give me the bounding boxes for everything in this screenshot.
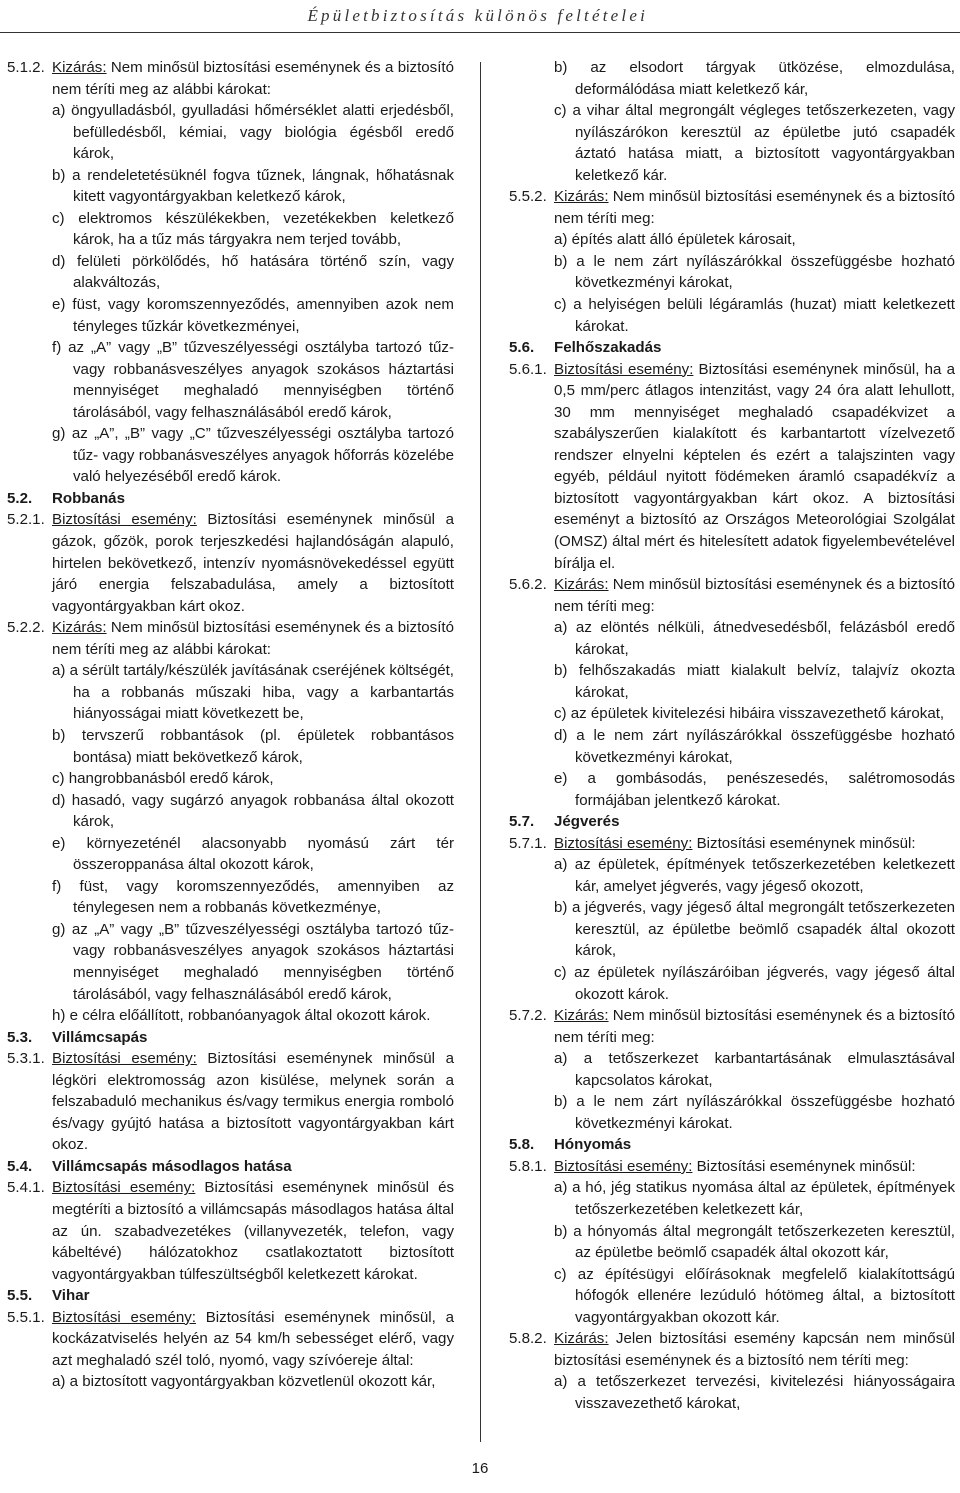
section-paragraph: [509, 186, 955, 229]
clause-text: Nem minősül biztosítási eseménynek és a biztosító nem téríti meg az alábbi károkat:: [52, 59, 454, 98]
section-paragraph: [7, 617, 454, 660]
list-item: c) az épületek kivitelezési hibáira visszavezethető károkat,: [554, 705, 945, 723]
section-paragraph: [7, 1048, 454, 1156]
section-title: Vihar: [52, 1287, 90, 1305]
section-number: 5.7.2.: [509, 1007, 547, 1025]
section-number: 5.1.2.: [7, 59, 45, 76]
section-number: 5.6.2.: [509, 576, 547, 594]
list-item: h) e célra előállított, robbanóanyagok által okozott károk.: [52, 1007, 431, 1025]
clause-label: Kizárás:: [52, 619, 107, 637]
section-title: Villámcsapás: [52, 1028, 148, 1046]
section-number: 5.3.1.: [7, 1050, 45, 1068]
section-paragraph: [7, 57, 454, 100]
clause-text: Biztosítási eseménynek minősül:: [692, 834, 916, 852]
clause-label: Biztosítási esemény:: [52, 1308, 196, 1326]
page-header: [0, 0, 960, 36]
clause-text: Biztosítási eseménynek minősül a gázok, gőzök, porok terjeszkedési hajlandóságán alapuló, hirtelen bekövetkező, intenzív nyomásnövekedéssel együtt járó energia felszabadulása, amely a biztosított vagyontárgyakban kárt okoz.: [52, 511, 454, 615]
clause-text: Jelen biztosítási esemény kapcsán nem minősül biztosítási eseménynek és a biztosító nem téríti meg:: [554, 1330, 955, 1369]
list-item: f) az „A” vagy „B” tűzveszélyességi osztályba tartozó tűz- vagy robbanásveszélyes anyagok szokásos háztartási mennyiséget meghaladó mennyiségben történő tárolásából, vagy felhasználásából eredő károk,: [52, 339, 454, 421]
list-item: a) a tetőszerkezet karbantartásának elmulasztásával kapcsolatos károkat,: [554, 1050, 955, 1089]
list-item: b) a hónyomás által megrongált tetőszerkezeten keresztül, az épületbe beömlő csapadék által okozott kár,: [554, 1222, 955, 1262]
clause-label: Kizárás:: [554, 1007, 609, 1025]
section-paragraph: [509, 359, 955, 574]
clause-text: Biztosítási eseménynek minősül, a kockázatviselés helyén az 54 km/h sebességet elérő, vagy azt meghaladó szél toló, nyomó, vagy szívóereje által:: [52, 1308, 454, 1369]
section-heading: [509, 1134, 955, 1156]
section-title: Felhőszakadás: [554, 339, 662, 357]
list-item: a) a biztosított vagyontárgyakban közvetlenül okozott kár,: [52, 1373, 436, 1391]
list-item: e) füst, vagy koromszennyeződés, amennyiben azok nem tényleges tűzkár következményei,: [52, 296, 454, 335]
section-number: 5.3.: [7, 1028, 33, 1046]
column-divider: [480, 62, 481, 1442]
list-item: b) a rendeletetésüknél fogva tűznek, lángnak, hőhatásnak kitett vagyontárgyakban keletkező károk,: [52, 166, 454, 206]
section-number: 5.5.: [7, 1287, 33, 1305]
section-number: 5.8.1.: [509, 1157, 547, 1175]
clause-text: Nem minősül biztosítási eseménynek és a biztosító nem téríti meg:: [554, 188, 956, 227]
running-title: Épületbiztosítás különös feltételei: [307, 6, 648, 25]
section-number: 5.7.1.: [509, 834, 547, 852]
list-item: c) a vihar által megrongált végleges tetőszerkezeten, vagy nyílászárókon keresztül az épületbe jutó csapadék áztató hatása miatt, a biztosított vagyontárgyakban keletkező kár.: [554, 102, 955, 184]
list-item: a) az épületek, építmények tetőszerkezetében keletkezett kár, amelyet jégverés, vagy jégeső okozott,: [554, 856, 955, 895]
clause-label: Kizárás:: [554, 1330, 609, 1348]
list-item: c) az épületek nyílászáróiban jégverés, vagy jégeső által okozott károk.: [554, 963, 955, 1003]
section-number: 5.6.1.: [509, 360, 547, 378]
section-heading: [7, 1156, 454, 1178]
list-item: e) a gombásodás, penészesedés, salétromosodás formájában jelentkező károkat.: [554, 770, 955, 809]
list-item: b) a le nem zárt nyílászárókkal összefüggésbe hozható következményi károkat,: [554, 252, 955, 292]
clause-text: Biztosítási eseménynek minősül és megtéríti a biztosító a villámcsapás másodlagos hatása által az ún. szabadvezetékes (villanyvezeték, telefon, vagy kábeltévé) hálózatokhoz csatlakoztatott biztosított vagyontárgyakban túlfeszültségből keletkezett károkat.: [52, 1179, 455, 1283]
clause-label: Kizárás:: [52, 59, 107, 76]
list-item: b) felhőszakadás miatt kialakult belvíz, talajvíz okozta károkat,: [554, 662, 955, 701]
clause-text: Biztosítási eseménynek minősül:: [692, 1157, 916, 1175]
list-item: a) építés alatt álló épületek károsait,: [554, 231, 796, 249]
list-item: a) a hó, jég statikus nyomása által az épületek, építmények tetőszerkezetében keletkezett kár,: [554, 1179, 955, 1218]
section-paragraph: [7, 509, 454, 617]
section-heading: [7, 1027, 454, 1049]
section-paragraph: [509, 1156, 955, 1178]
list-item: a) a sérült tartály/készülék javításának cseréjének költségét, ha a robbanás műszaki hiba, vagy a karbantartás hiányosságai miatt következett be,: [52, 662, 454, 723]
clause-label: Biztosítási esemény:: [52, 511, 197, 529]
section-title: Jégverés: [554, 813, 620, 831]
list-item: b) az elsodort tárgyak ütközése, elmozdulása, deformálódása miatt keletkező kár,: [554, 59, 955, 98]
list-item: a) öngyulladásból, gyulladási hőmérséklet alatti erjedésből, befülledésből, kémiai, vagy biológia égésből eredő károk,: [52, 102, 454, 163]
section-paragraph: [509, 1005, 955, 1048]
list-item: b) a jégverés, vagy jégeső által megrongált tetőszerkezeten keresztül, az épületbe beömlő csapadék által okozott károk,: [554, 899, 955, 960]
section-number: 5.2.1.: [7, 511, 45, 529]
clause-text: Nem minősül biztosítási eseménynek és a biztosító nem téríti meg:: [554, 576, 956, 615]
list-item: g) az „A”, „B” vagy „C” tűzveszélyességi osztályba tartozó tűz- vagy robbanásveszélyes anyagok hőforrás közelébe való helyezéséből eredő károk.: [52, 425, 454, 486]
list-item: b) a le nem zárt nyílászárókkal összefüggésbe hozható következményi károkat.: [554, 1093, 955, 1132]
section-title: Villámcsapás másodlagos hatása: [52, 1157, 292, 1175]
clause-label: Biztosítási esemény:: [554, 834, 693, 852]
right-column: [509, 57, 955, 1414]
header-rule: [0, 32, 960, 33]
clause-text: Nem minősül biztosítási eseménynek és a biztosító nem téríti meg az alábbi károkat:: [52, 619, 454, 658]
clause-label: Biztosítási esemény:: [554, 360, 694, 378]
page-number: 16: [471, 1460, 489, 1477]
clause-label: Kizárás:: [554, 188, 609, 206]
list-item: b) tervszerű robbantások (pl. épületek robbantásos bontása) miatt bekövetkező károk,: [52, 726, 454, 766]
clause-text: Biztosítási eseménynek minősül a légköri elektromosság azon kisülése, melynek során a felszabaduló mechanikus és/vagy termikus energia romboló és/vagy gyújtó hatása a biztosított vagyontárgyakban kárt okoz.: [52, 1050, 454, 1154]
list-item: g) az „A” vagy „B” tűzveszélyességi osztályba tartozó tűz- vagy robbanásveszélyes anyagok szokásos háztartási mennyiséget meghaladó mennyiségben történő tárolásából, vagy felhasználásából eredő károk,: [52, 920, 454, 1003]
clause-text: Biztosítási eseménynek minősül, ha a 0,5 mm/perc átlagos intenzitást, vagy 24 óra alatt lehullott, 30 mm mennyiséget meghaladó csapadékvizet a szabályszerűen kialakított és karbantartott vízelvezető rendszer elnyelni képtelen és ezért a talajszinten vagy egyéb, például nyitott födémeken áramló csapadékvíz a biztosított vagyontárgyakban kárt okoz. A biztosítási eseményt a biztosító az Országos Meteorológiai Szolgálat (OMSZ) által mért és hitelesített adatok figyelembevételével bírálja el.: [554, 360, 955, 572]
list-item: a) a tetőszerkezet tervezési, kivitelezési hiányosságaira visszavezethető károkat,: [554, 1373, 955, 1412]
list-item: c) az építésügyi előírásoknak megfelelő kialakítottságú hófogók ellenére lezúduló hótömeg által, a biztosított vagyontárgyakban okozott kár.: [554, 1265, 955, 1326]
clause-text: Nem minősül biztosítási eseménynek és a biztosító nem téríti meg:: [554, 1007, 956, 1046]
section-paragraph: [509, 833, 955, 855]
section-number: 5.8.2.: [509, 1330, 547, 1348]
clause-label: Biztosítási esemény:: [52, 1179, 196, 1197]
section-number: 5.5.1.: [7, 1308, 45, 1326]
section-paragraph: [509, 574, 955, 617]
section-number: 5.8.: [509, 1136, 535, 1154]
list-item: d) a le nem zárt nyílászárókkal összefüggésbe hozható következményi károkat,: [554, 726, 955, 766]
section-number: 5.5.2.: [509, 188, 547, 206]
list-item: c) elektromos készülékekben, vezetékekben keletkező károk, ha a tűz más tárgyakra nem terjed tovább,: [52, 209, 454, 249]
list-item: c) a helyiségen belüli légáramlás (huzat) miatt keletkezett károkat.: [554, 296, 955, 335]
list-item: a) az elöntés nélküli, átnedvesedésből, felázásból eredő károkat,: [554, 619, 955, 658]
section-paragraph: [7, 1307, 454, 1372]
clause-label: Biztosítási esemény:: [52, 1050, 197, 1068]
section-heading: [7, 1285, 454, 1307]
section-title: Robbanás: [52, 489, 125, 507]
section-number: 5.7.: [509, 813, 535, 831]
section-heading: [509, 811, 955, 833]
section-heading: [509, 337, 955, 359]
section-paragraph: [7, 1177, 454, 1285]
section-number: 5.2.: [7, 489, 33, 507]
list-item: d) felületi pörkölődés, hő hatására történő szín, vagy alakváltozás,: [52, 252, 454, 292]
section-number: 5.6.: [509, 339, 535, 357]
section-number: 5.2.2.: [7, 619, 45, 637]
section-number: 5.4.1.: [7, 1179, 45, 1197]
list-item: e) környezeténél alacsonyabb nyomású zárt tér összeroppanása által okozott károk,: [52, 834, 454, 874]
list-item: d) hasadó, vagy sugárzó anyagok robbanása által okozott károk,: [52, 791, 454, 831]
section-number: 5.4.: [7, 1157, 33, 1175]
list-item: f) füst, vagy koromszennyeződés, amennyiben az ténylegesen nem a robbanás következménye,: [52, 877, 454, 917]
section-title: Hónyomás: [554, 1136, 632, 1154]
section-heading: [7, 488, 454, 510]
clause-label: Kizárás:: [554, 576, 609, 594]
clause-label: Biztosítási esemény:: [554, 1157, 693, 1175]
section-paragraph: [509, 1328, 955, 1371]
list-item: c) hangrobbanásból eredő károk,: [52, 770, 274, 788]
left-column: [7, 57, 454, 1393]
